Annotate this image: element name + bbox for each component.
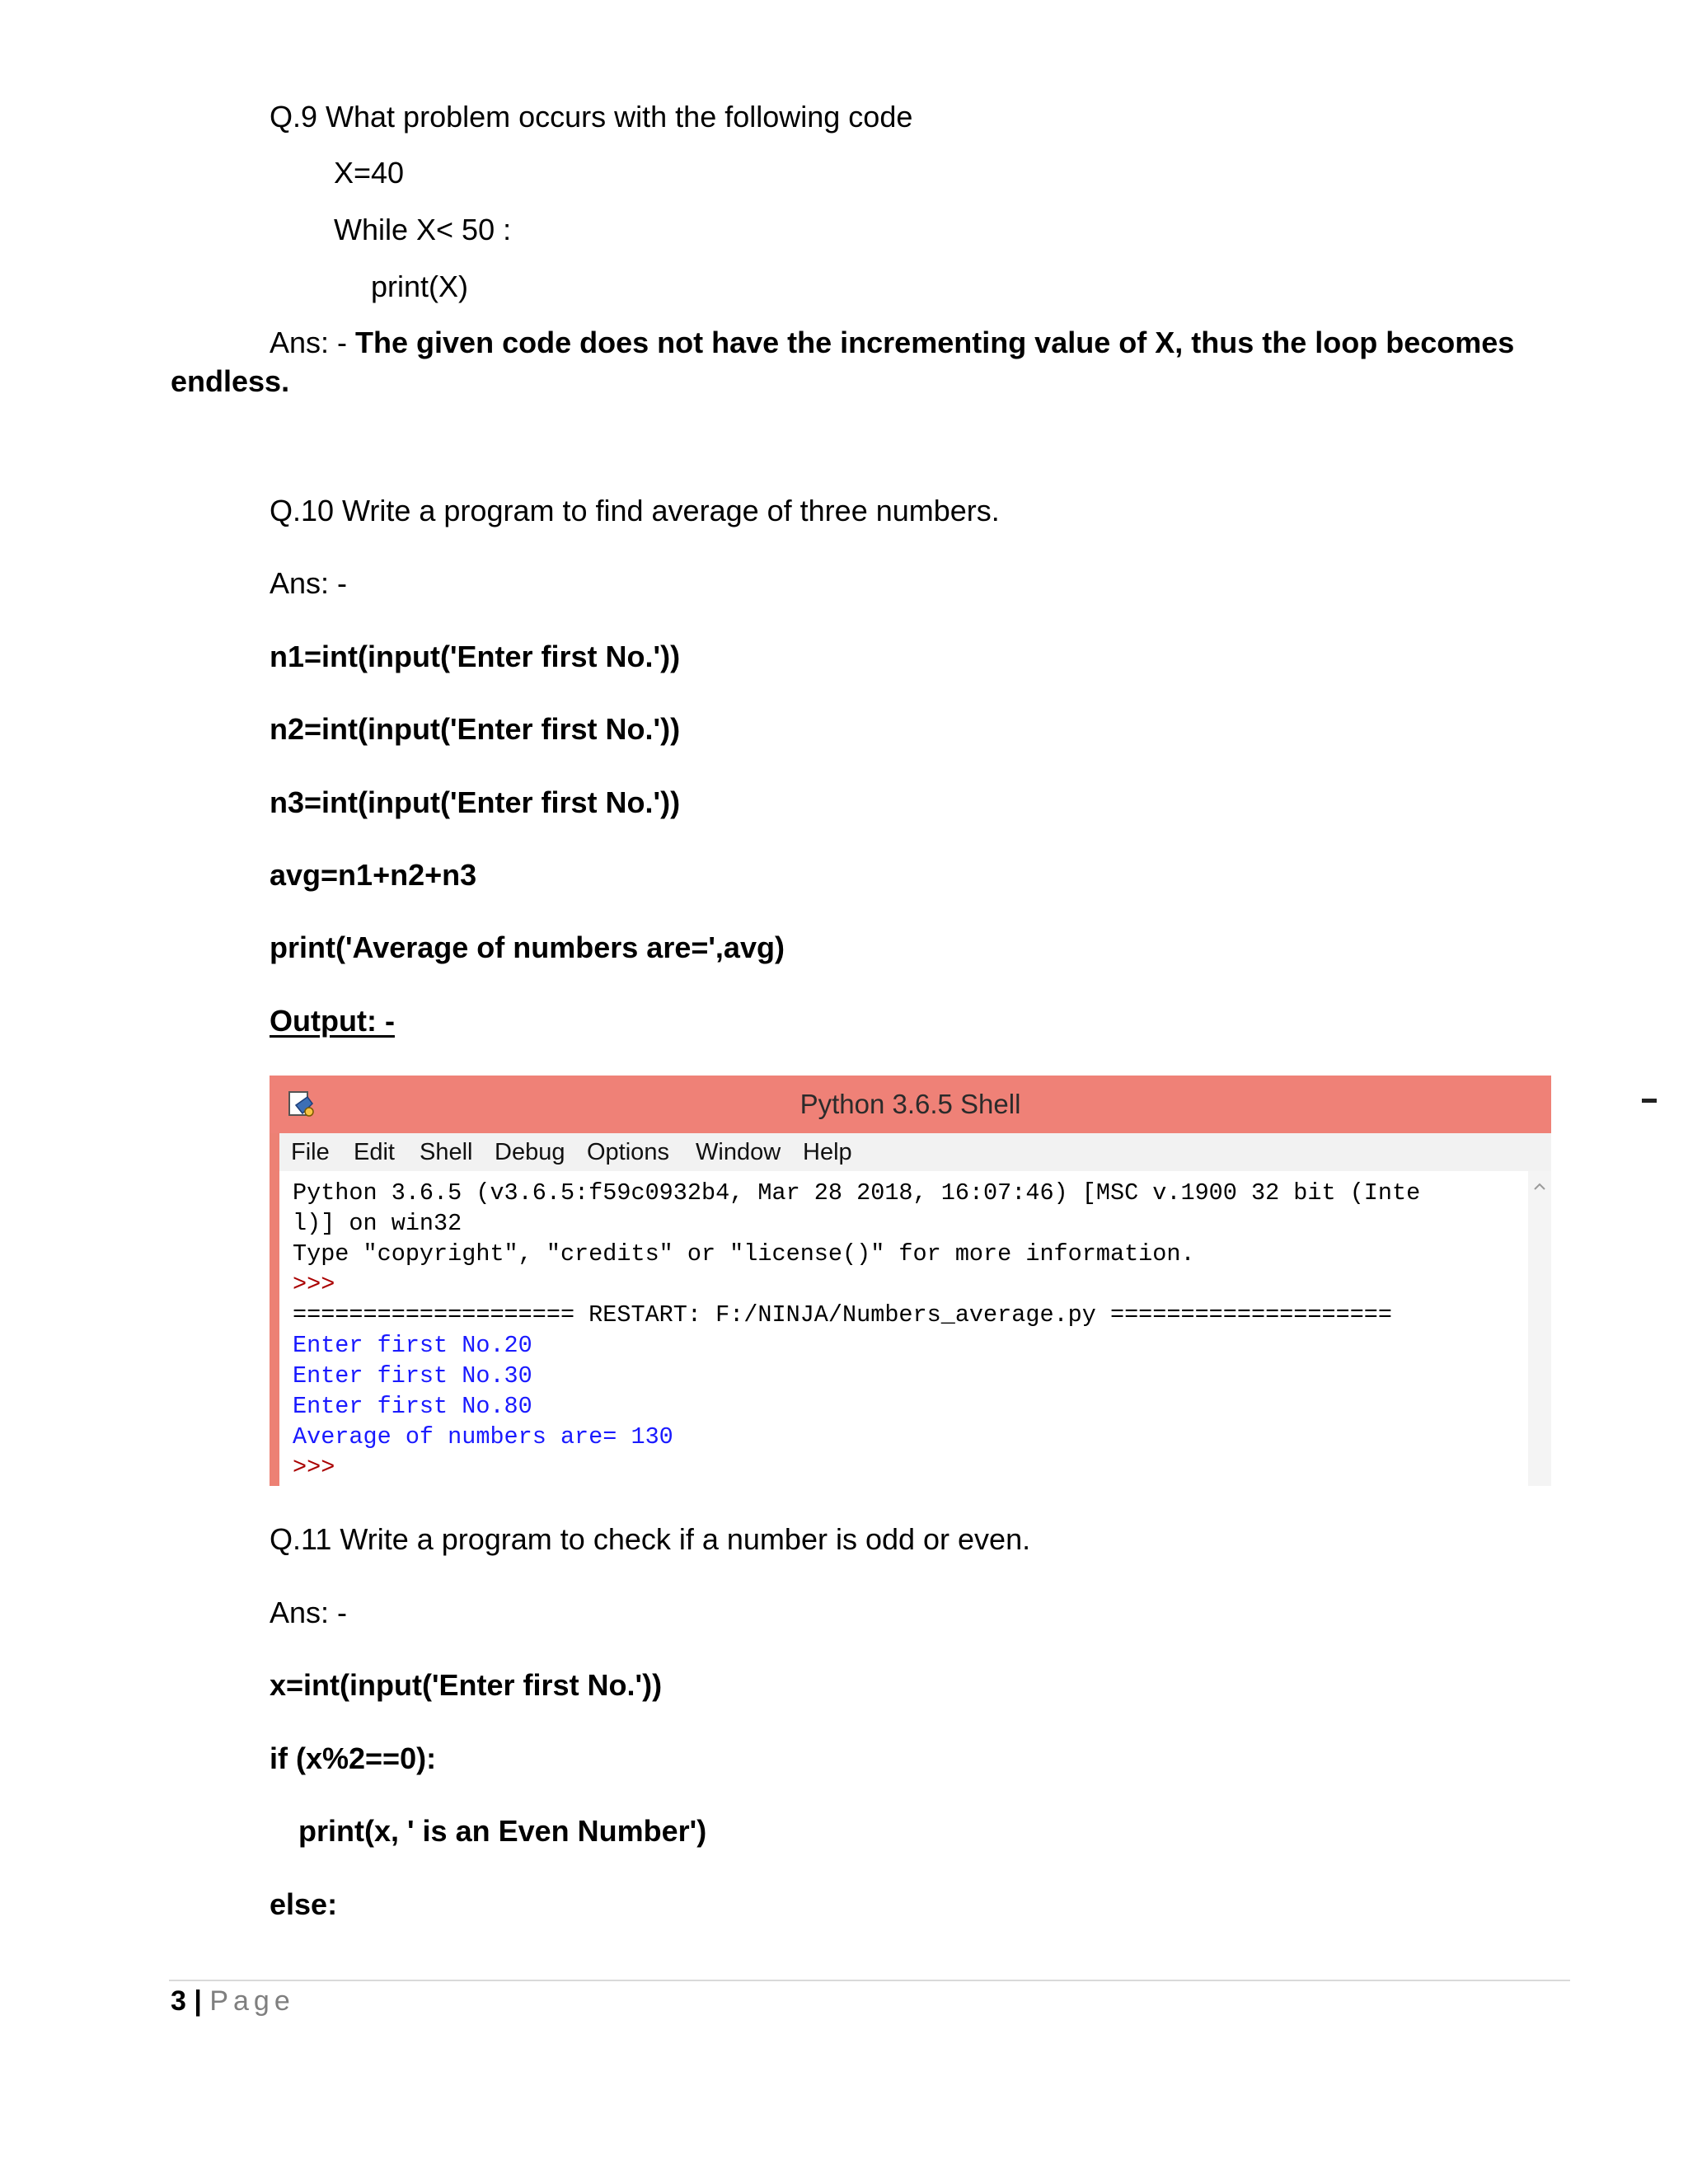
menu-shell[interactable]: Shell (420, 1139, 473, 1165)
q10-code-line-5: print('Average of numbers are=',avg) (270, 930, 785, 964)
q10-question: Q.10 Write a program to find average of three numbers. (270, 494, 1000, 527)
q11-code-line-3: print(x, ' is an Even Number') (298, 1814, 707, 1848)
q10-ans-label: Ans: - (270, 566, 348, 600)
menu-edit[interactable]: Edit (354, 1139, 395, 1165)
q9-answer-cont: endless. (171, 364, 290, 398)
q9-code-line-3: print(X) (371, 269, 469, 303)
console-output-line: Enter first No.20 (293, 1332, 532, 1359)
console-prompt: >>> (293, 1271, 349, 1298)
q11-code-line-1: x=int(input('Enter first No.')) (270, 1668, 663, 1702)
shell-titlebar (270, 1076, 1551, 1133)
console-scrollbar[interactable] (1528, 1171, 1551, 1486)
q10-code-line-2: n2=int(input('Enter first No.')) (270, 712, 681, 746)
menu-file[interactable]: File (291, 1139, 330, 1165)
console-output-line: Enter first No.30 (293, 1362, 532, 1390)
shell-menubar (279, 1133, 1551, 1172)
q9-question: Q.9 What problem occurs with the following code (270, 100, 913, 134)
console-restart-line: ==================== RESTART: F:/NINJA/Numbers_average.py ==================== (293, 1301, 1393, 1329)
footer-divider (169, 1980, 1570, 1981)
output-label: Output: - (270, 1004, 395, 1038)
q11-ans-label: Ans: - (270, 1596, 348, 1629)
console-line: Python 3.6.5 (v3.6.5:f59c0932b4, Mar 28 2018, 16:07:46) [MSC v.1900 32 bit (Inte (293, 1179, 1421, 1207)
q11-question: Q.11 Write a program to check if a number is odd or even. (270, 1522, 1031, 1556)
console-output-line: Average of numbers are= 130 (293, 1423, 673, 1451)
menu-window[interactable]: Window (696, 1139, 781, 1165)
q9-code-line-2: While X< 50 : (334, 213, 512, 246)
menu-help[interactable]: Help (803, 1139, 852, 1165)
menu-debug[interactable]: Debug (495, 1139, 565, 1165)
q10-code-line-4: avg=n1+n2+n3 (270, 858, 477, 892)
q9-answer-text: The given code does not have the incrementing value of X, thus the loop becomes (355, 326, 1515, 359)
q9-answer (270, 325, 1514, 361)
menu-options[interactable]: Options (587, 1139, 669, 1165)
page-footer (171, 1983, 295, 2019)
python-shell-window (270, 1076, 1551, 1486)
page-word: Page (209, 1985, 295, 2017)
q11-code-line-2: if (x%2==0): (270, 1741, 437, 1775)
scroll-up-arrow-icon[interactable] (1533, 1183, 1546, 1191)
q9-answer-prefix: Ans: - (270, 326, 356, 359)
console-prompt: >>> (293, 1454, 349, 1481)
shell-console[interactable] (279, 1171, 1528, 1486)
q11-code-line-4: else: (270, 1887, 338, 1921)
page-separator: | (194, 1985, 202, 2017)
q9-code-line-1: X=40 (334, 156, 405, 190)
console-line: Type "copyright", "credits" or "license()" for more information. (293, 1240, 1195, 1268)
minimize-icon[interactable] (1642, 1097, 1658, 1104)
q10-code-line-1: n1=int(input('Enter first No.')) (270, 640, 681, 673)
console-line: l)] on win32 (293, 1210, 462, 1237)
q10-code-line-3: n3=int(input('Enter first No.')) (270, 785, 681, 819)
console-output-line: Enter first No.80 (293, 1393, 532, 1420)
shell-title: Python 3.6.5 Shell (799, 1089, 1021, 1119)
page-number: 3 (171, 1985, 186, 2017)
